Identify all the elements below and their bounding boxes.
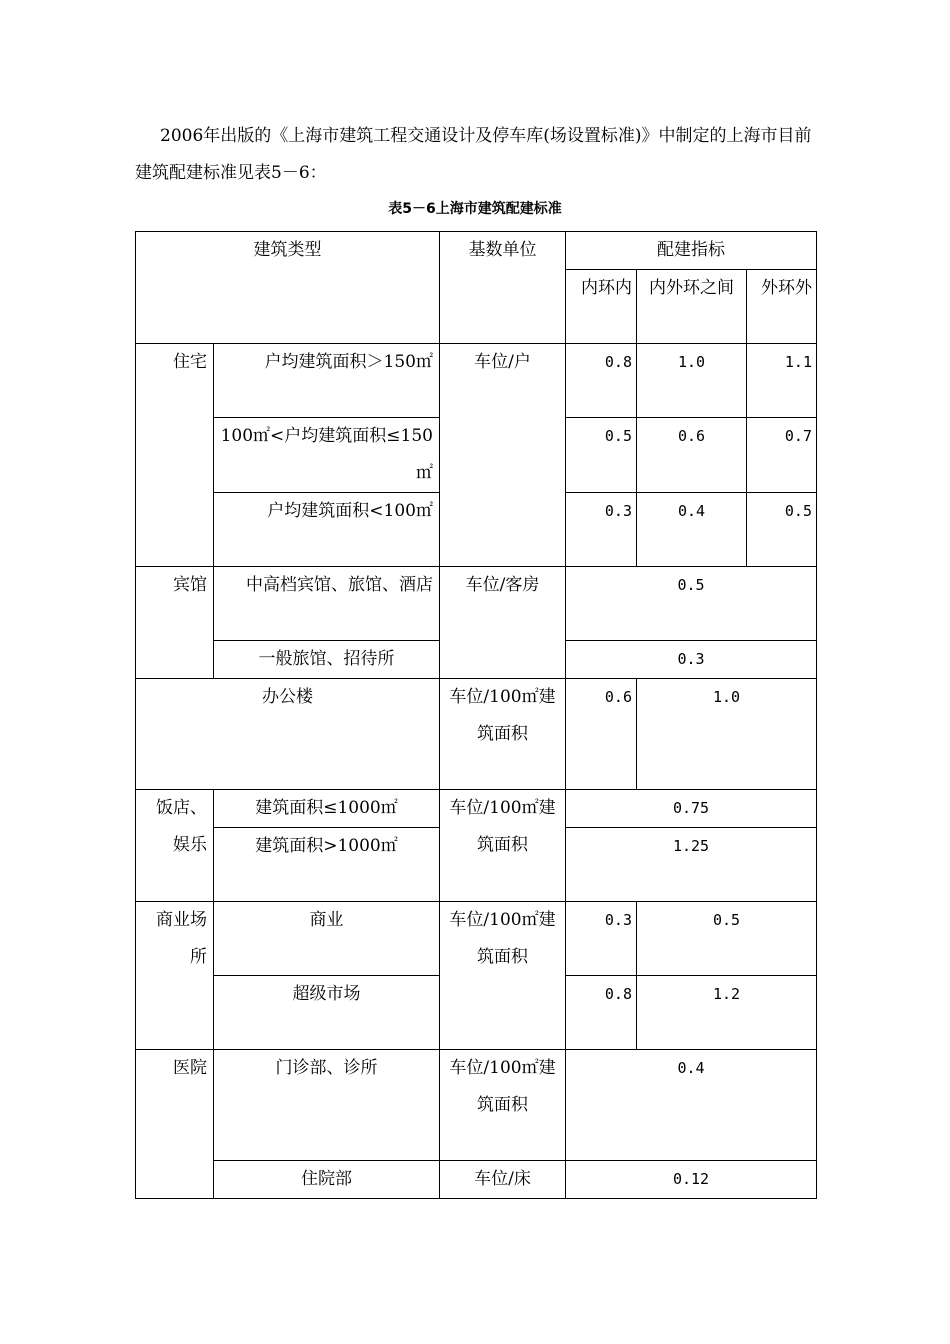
residential-row-1-between: 1.0	[637, 344, 747, 418]
hospital-row-2-value: 0.12	[566, 1161, 817, 1199]
header-between-rings: 内外环之间	[637, 270, 747, 344]
commercial-unit: 车位/100㎡建筑面积	[440, 902, 566, 1050]
residential-row-2-label: 100㎡<户均建筑面积≤150㎡	[214, 418, 440, 493]
hospital-row-1-value: 0.4	[566, 1050, 817, 1161]
hospital-row-1-unit: 车位/100㎡建筑面积	[440, 1050, 566, 1161]
intro-paragraph: 2006年出版的《上海市建筑工程交通设计及停车库(场设置标准)》中制定的上海市目前建筑配建标准见表5－6：	[135, 126, 812, 183]
residential-row-3-outer: 0.5	[747, 493, 817, 567]
category-hotel: 宾馆	[136, 567, 214, 679]
header-index: 配建指标	[566, 232, 817, 270]
header-outer-ring: 外环外	[747, 270, 817, 344]
table-caption: 表5－6上海市建筑配建标准	[388, 201, 562, 217]
residential-row-2-inner: 0.5	[566, 418, 637, 493]
category-dining: 饭店、娱乐	[136, 790, 214, 902]
dining-row-2-label: 建筑面积>1000㎡	[214, 828, 440, 902]
dining-unit: 车位/100㎡建筑面积	[440, 790, 566, 902]
commercial-row-1-inner: 0.3	[566, 902, 637, 976]
commercial-row-2-inner: 0.8	[566, 976, 637, 1050]
office-other: 1.0	[637, 679, 817, 790]
hotel-row-1-label: 中高档宾馆、旅馆、酒店	[214, 567, 440, 641]
hospital-row-2-label: 住院部	[214, 1161, 440, 1199]
header-building-type: 建筑类型	[136, 232, 440, 344]
residential-row-2-between: 0.6	[637, 418, 747, 493]
commercial-row-1-label: 商业	[214, 902, 440, 976]
residential-unit: 车位/户	[440, 344, 566, 567]
header-base-unit: 基数单位	[440, 232, 566, 344]
category-residential: 住宅	[136, 344, 214, 567]
dining-row-2-value: 1.25	[566, 828, 817, 902]
residential-row-3-label: 户均建筑面积<100㎡	[214, 493, 440, 567]
residential-row-1-label: 户均建筑面积＞150㎡	[214, 344, 440, 418]
residential-row-3-inner: 0.3	[566, 493, 637, 567]
parking-standard-table	[135, 231, 817, 1199]
header-inner-ring: 内环内	[566, 270, 637, 344]
hospital-row-1-label: 门诊部、诊所	[214, 1050, 440, 1161]
commercial-row-2-label: 超级市场	[214, 976, 440, 1050]
hotel-row-2-value: 0.3	[566, 641, 817, 679]
commercial-row-1-other: 0.5	[637, 902, 817, 976]
commercial-row-2-other: 1.2	[637, 976, 817, 1050]
category-commercial: 商业场所	[136, 902, 214, 1050]
hotel-row-1-value: 0.5	[566, 567, 817, 641]
office-unit: 车位/100㎡建筑面积	[440, 679, 566, 790]
residential-row-1-inner: 0.8	[566, 344, 637, 418]
dining-row-1-label: 建筑面积≤1000㎡	[214, 790, 440, 828]
dining-row-1-value: 0.75	[566, 790, 817, 828]
category-hospital: 医院	[136, 1050, 214, 1199]
office-label: 办公楼	[136, 679, 440, 790]
residential-row-3-between: 0.4	[637, 493, 747, 567]
hotel-row-2-label: 一般旅馆、招待所	[214, 641, 440, 679]
office-inner: 0.6	[566, 679, 637, 790]
hospital-row-2-unit: 车位/床	[440, 1161, 566, 1199]
hotel-unit: 车位/客房	[440, 567, 566, 679]
residential-row-1-outer: 1.1	[747, 344, 817, 418]
residential-row-2-outer: 0.7	[747, 418, 817, 493]
